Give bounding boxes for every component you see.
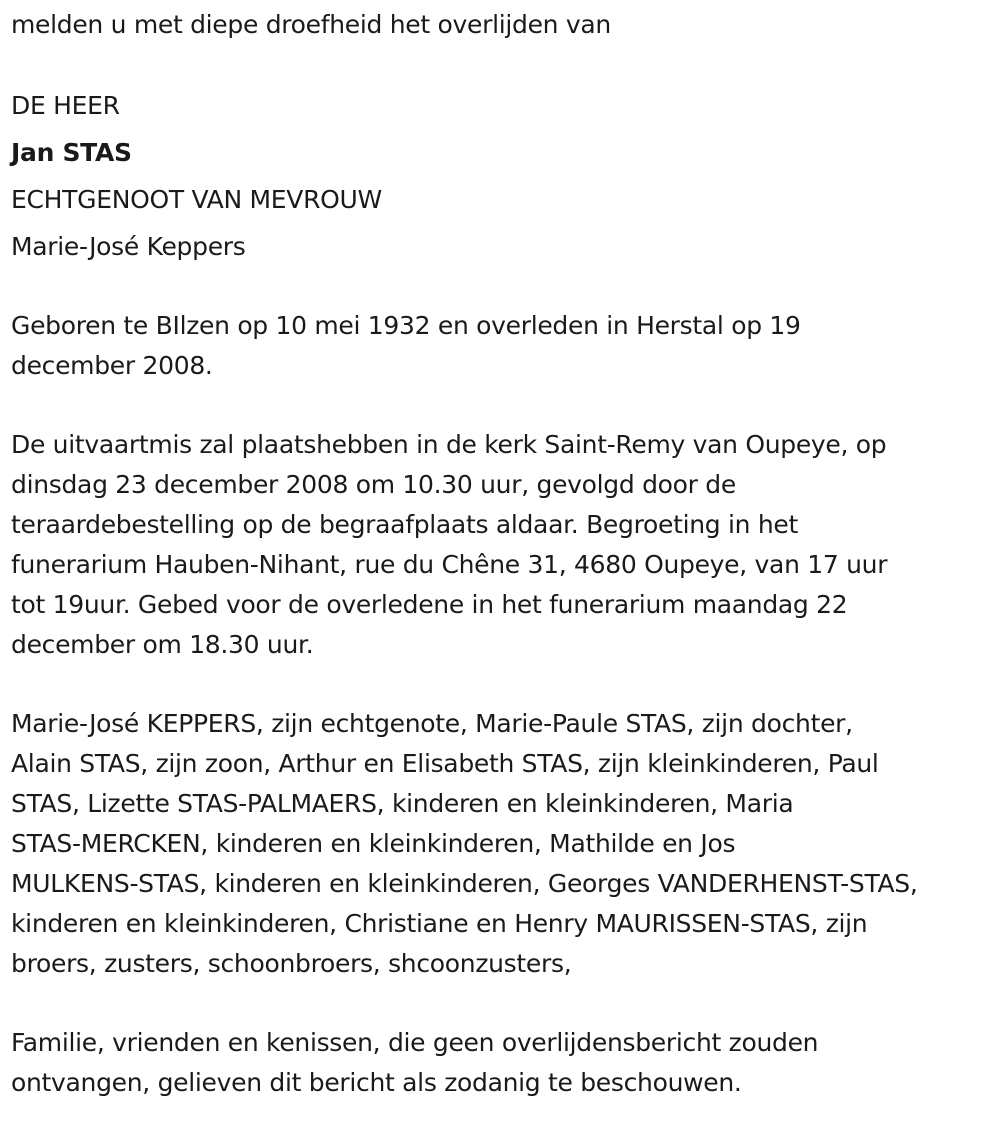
deceased-title: DE HEER: [11, 91, 120, 120]
spouse-name: Marie-José Keppers: [11, 232, 246, 261]
paragraph-line: Alain STAS, zijn zoon, Arthur en Elisabeth STAS, zijn kleinkinderen, Paul: [11, 749, 879, 778]
deceased-name: Jan STAS: [11, 138, 132, 167]
paragraph-line: STAS-MERCKEN, kinderen en kleinkinderen, Mathilde en Jos: [11, 829, 736, 858]
paragraph-line: funerarium Hauben-Nihant, rue du Chêne 31, 4680 Oupeye, van 17 uur: [11, 550, 888, 579]
paragraph-line: december 2008.: [11, 351, 213, 380]
paragraph-line: kinderen en kleinkinderen, Christiane en Henry MAURISSEN-STAS, zijn: [11, 909, 868, 938]
paragraph-line: Familie, vrienden en kenissen, die geen overlijdensbericht zouden: [11, 1028, 819, 1057]
birth-death-paragraph: [11, 306, 991, 386]
paragraph-line: Geboren te BIlzen op 10 mei 1932 en overleden in Herstal op 19: [11, 311, 801, 340]
paragraph-line: broers, zusters, schoonbroers, shcoonzusters,: [11, 949, 572, 978]
paragraph-line: Marie-José KEPPERS, zijn echtgenote, Marie-Paule STAS, zijn dochter,: [11, 709, 853, 738]
spouse-label: ECHTGENOOT VAN MEVROUW: [11, 185, 382, 214]
intro-text: melden u met diepe droefheid het overlijden van: [11, 10, 611, 39]
paragraph-line: STAS, Lizette STAS-PALMAERS, kinderen en kleinkinderen, Maria: [11, 789, 794, 818]
paragraph-line: tot 19uur. Gebed voor de overledene in het funerarium maandag 22: [11, 590, 848, 619]
paragraph-line: dinsdag 23 december 2008 om 10.30 uur, gevolgd door de: [11, 470, 736, 499]
funeral-paragraph: [11, 425, 991, 665]
paragraph-line: december om 18.30 uur.: [11, 630, 314, 659]
death-notice: [11, 5, 991, 1103]
paragraph-line: teraardebestelling op de begraafplaats aldaar. Begroeting in het: [11, 510, 798, 539]
closing-paragraph: [11, 1023, 991, 1103]
family-paragraph: [11, 704, 991, 984]
paragraph-line: De uitvaartmis zal plaatshebben in de kerk Saint-Remy van Oupeye, op: [11, 430, 887, 459]
paragraph-line: ontvangen, gelieven dit bericht als zodanig te beschouwen.: [11, 1068, 742, 1097]
paragraph-line: MULKENS-STAS, kinderen en kleinkinderen, Georges VANDERHENST-STAS,: [11, 869, 918, 898]
